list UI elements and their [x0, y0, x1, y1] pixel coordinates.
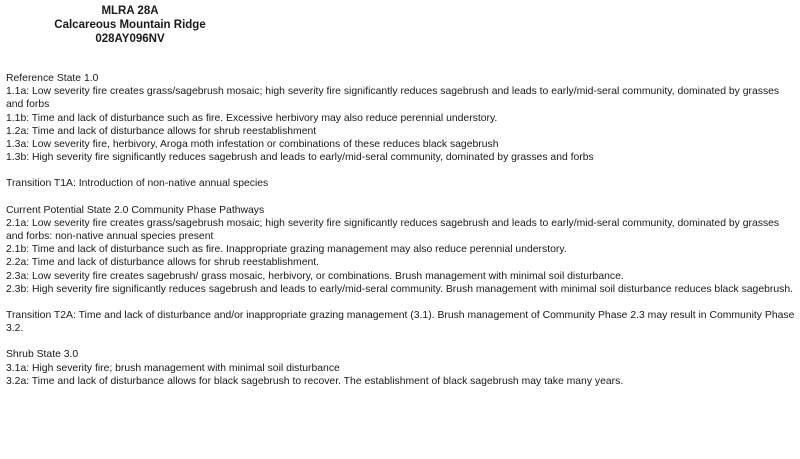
shrub-state-section	[6, 348, 796, 388]
site-name: Calcareous Mountain Ridge	[54, 19, 206, 31]
transition-text: Transition T2A: Time and lack of disturbance and/or inappropriate grazing management (3.1). Brush management of Community Phase 2.3 may result in Community Phase 3.2.	[6, 310, 795, 335]
transition-text: Transition T1A: Introduction of non-native annual species	[6, 178, 269, 190]
pathway-text: 2.1b: Time and lack of disturbance such as fire. Inappropriate grazing management may also reduce perennial understory.	[6, 244, 567, 256]
pathway-text: 3.1a: High severity fire; brush management with minimal soil disturbance	[6, 362, 340, 374]
pathway-text: 1.1b: Time and lack of disturbance such as fire. Excessive herbivory may also reduce perennial understory.	[6, 112, 498, 124]
pathway-text: 2.3b: High severity fire significantly reduces sagebrush and leads to early/mid-seral community. Brush management with minimal soil disturbance reduces black sagebrush.	[6, 283, 793, 295]
document-body	[6, 72, 796, 401]
pathway-text: 2.1a: Low severity fire creates grass/sagebrush mosaic; high severity fire significantly reduces sagebrush and leads to early/mid-seral community, dominated by grasses and forbs: non-native annual species present	[6, 217, 780, 243]
section-heading: Reference State 1.0	[6, 73, 99, 84]
transition-t2a-section	[6, 309, 796, 335]
ecological-site-id: 028AY096NV	[95, 33, 165, 45]
pathway-text: 1.2a: Time and lack of disturbance allows for shrub reestablishment	[6, 125, 317, 137]
section-heading: Shrub State 3.0	[6, 349, 79, 361]
reference-state-section	[6, 72, 796, 164]
mlra-code: MLRA 28A	[101, 5, 159, 17]
pathway-text: 1.3a: Low severity fire, herbivory, Aroga moth infestation or combinations of these reduces black sagebrush	[6, 139, 499, 151]
pathway-text: 2.3a: Low severity fire creates sagebrush/ grass mosaic, herbivory, or combinations. Brush management with minimal soil disturbance.	[6, 270, 624, 282]
pathway-text: 1.3b: High severity fire significantly reduces sagebrush and leads to early/mid-seral community, dominated by grasses and forbs	[6, 152, 594, 164]
pathway-text: 2.2a: Time and lack of disturbance allows for shrub reestablishment.	[6, 257, 320, 269]
pathway-text: 3.2a: Time and lack of disturbance allows for black sagebrush to recover. The establishment of black sagebrush may take many years.	[6, 375, 624, 387]
document-header	[0, 4, 260, 46]
section-heading: Current Potential State 2.0 Community Phase Pathways	[6, 204, 265, 216]
current-potential-state-section	[6, 204, 796, 296]
transition-t1a-section	[6, 177, 796, 190]
pathway-text: 1.1a: Low severity fire creates grass/sagebrush mosaic; high severity fire significantly reduces sagebrush and leads to early/mid-seral community, dominated by grasses and forbs	[6, 86, 780, 111]
